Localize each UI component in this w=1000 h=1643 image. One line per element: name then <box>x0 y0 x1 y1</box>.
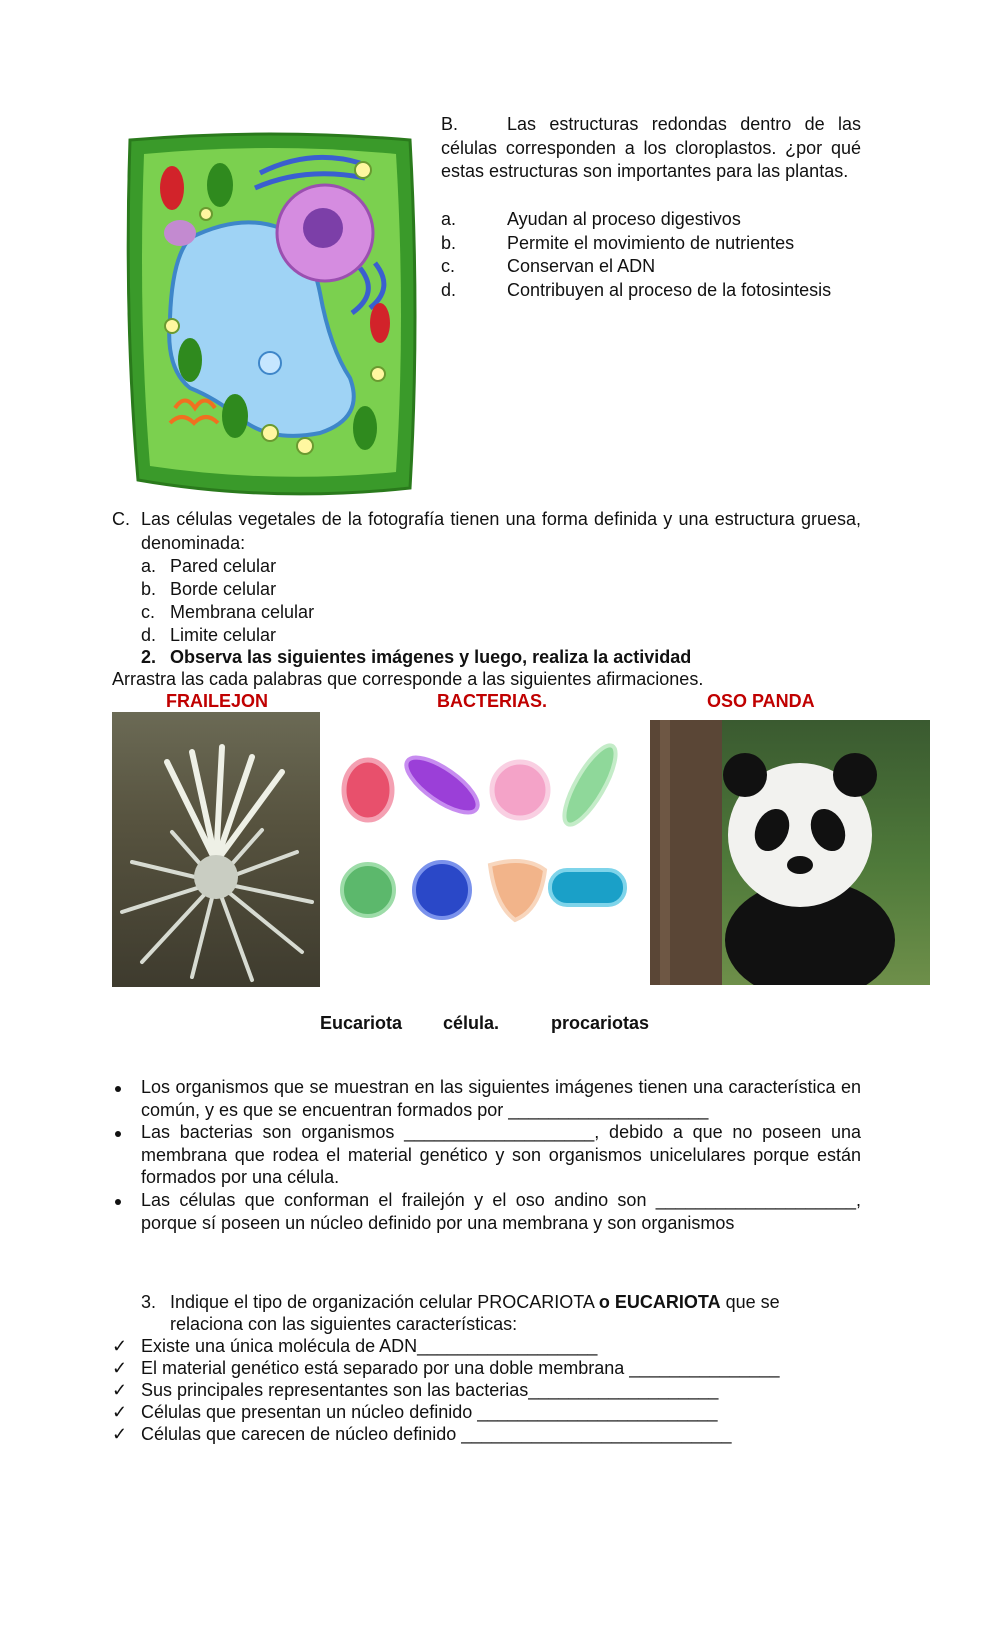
option-letter: a. <box>141 556 157 576</box>
word-celula[interactable]: célula. <box>443 1013 500 1033</box>
section-3-number: 3. <box>141 1292 157 1312</box>
option-letter: c. <box>141 602 156 622</box>
option-letter: b. <box>441 233 457 253</box>
option-letter: d. <box>441 280 457 300</box>
bullet-icon <box>115 1131 121 1137</box>
option-letter: c. <box>441 256 456 276</box>
statement-1: Los organismos que se muestran en las siguientes imágenes tienen una característica en común, y es que se encuentran formados por ____________________ <box>141 1077 861 1120</box>
section-3-intro <box>170 1291 780 1313</box>
word-eucariota[interactable]: Eucariota <box>320 1013 403 1033</box>
option-text[interactable]: Pared celular <box>170 556 277 576</box>
option-letter: b. <box>141 579 157 599</box>
option-text[interactable]: Borde celular <box>170 579 277 599</box>
checklist-item[interactable]: Existe una única molécula de ADN__________________ <box>141 1336 598 1356</box>
checkmark-icon: ✓ <box>112 1402 128 1422</box>
checkmark-icon: ✓ <box>112 1424 128 1444</box>
section-3-intro-or: o <box>598 1292 610 1312</box>
label-frailejon: FRAILEJON <box>166 691 269 711</box>
option-text[interactable]: Permite el movimiento de nutrientes <box>507 233 795 253</box>
option-text[interactable]: Contribuyen al proceso de la fotosintesis <box>507 280 832 300</box>
checklist-item[interactable]: Células que presentan un núcleo definido ________________________ <box>141 1402 718 1422</box>
option-text[interactable]: Limite celular <box>170 625 277 645</box>
section-2-instruction: Arrastra las cada palabras que corresponde a las siguientes afirmaciones. <box>112 669 704 689</box>
section-3-intro-eucariota: EUCARIOTA <box>614 1292 721 1312</box>
bullet-icon <box>115 1199 121 1205</box>
section-3-intro-end: que se <box>720 1292 780 1312</box>
option-letter: d. <box>141 625 157 645</box>
option-letter: a. <box>441 209 457 229</box>
section-3-intro-text: Indique el tipo de organización celular PROCARIOTA <box>170 1292 599 1312</box>
option-text[interactable]: Ayudan al proceso digestivos <box>507 209 741 229</box>
question-c-text: Las células vegetales de la fotografía tienen una forma definida y una estructura gruesa, denominada: <box>141 509 861 553</box>
panda-image <box>650 720 930 985</box>
question-c-letter: C. <box>112 509 130 529</box>
statement-2: Las bacterias son organismos ___________________, debido a que no poseen una membrana que rodea el material genético y son organismos unicelulares porque están formados por una célula. <box>141 1122 861 1187</box>
plant-cell-illustration <box>120 128 425 503</box>
word-procariotas[interactable]: procariotas <box>551 1013 650 1033</box>
option-text[interactable]: Conservan el ADN <box>507 256 656 276</box>
section-2-title: Observa las siguientes imágenes y luego, realiza la actividad <box>170 647 692 667</box>
checklist-item[interactable]: Sus principales representantes son las bacterias___________________ <box>141 1380 719 1400</box>
checkmark-icon: ✓ <box>112 1336 128 1356</box>
label-bacterias: BACTERIAS. <box>437 691 548 711</box>
option-text[interactable]: Membrana celular <box>170 602 315 622</box>
checklist-item[interactable]: El material genético está separado por una doble membrana _______________ <box>141 1358 780 1378</box>
frailejon-plant-image <box>112 712 320 987</box>
oso-panda-photo <box>650 720 930 985</box>
section-2-number: 2. <box>141 647 157 667</box>
section-3-intro-line2: relaciona con las siguientes características: <box>170 1314 518 1334</box>
checkmark-icon: ✓ <box>112 1380 128 1400</box>
bacterias-image <box>330 715 635 965</box>
checklist-item[interactable]: Células que carecen de núcleo definido ___________________________ <box>141 1424 732 1444</box>
question-b-letter: B. <box>441 114 459 134</box>
checkmark-icon: ✓ <box>112 1358 128 1378</box>
statement-3: Las células que conforman el frailejón y el oso andino son ____________________, porque sí poseen un núcleo definido por una membrana y son organismos <box>141 1190 861 1233</box>
bullet-icon <box>115 1086 121 1092</box>
question-b-text: Las estructuras redondas dentro de las células corresponden a los cloroplastos. ¿por qué estas estructuras son importantes para las plantas. <box>441 114 861 181</box>
label-oso-panda: OSO PANDA <box>707 691 815 711</box>
frailejon-photo <box>112 712 320 987</box>
